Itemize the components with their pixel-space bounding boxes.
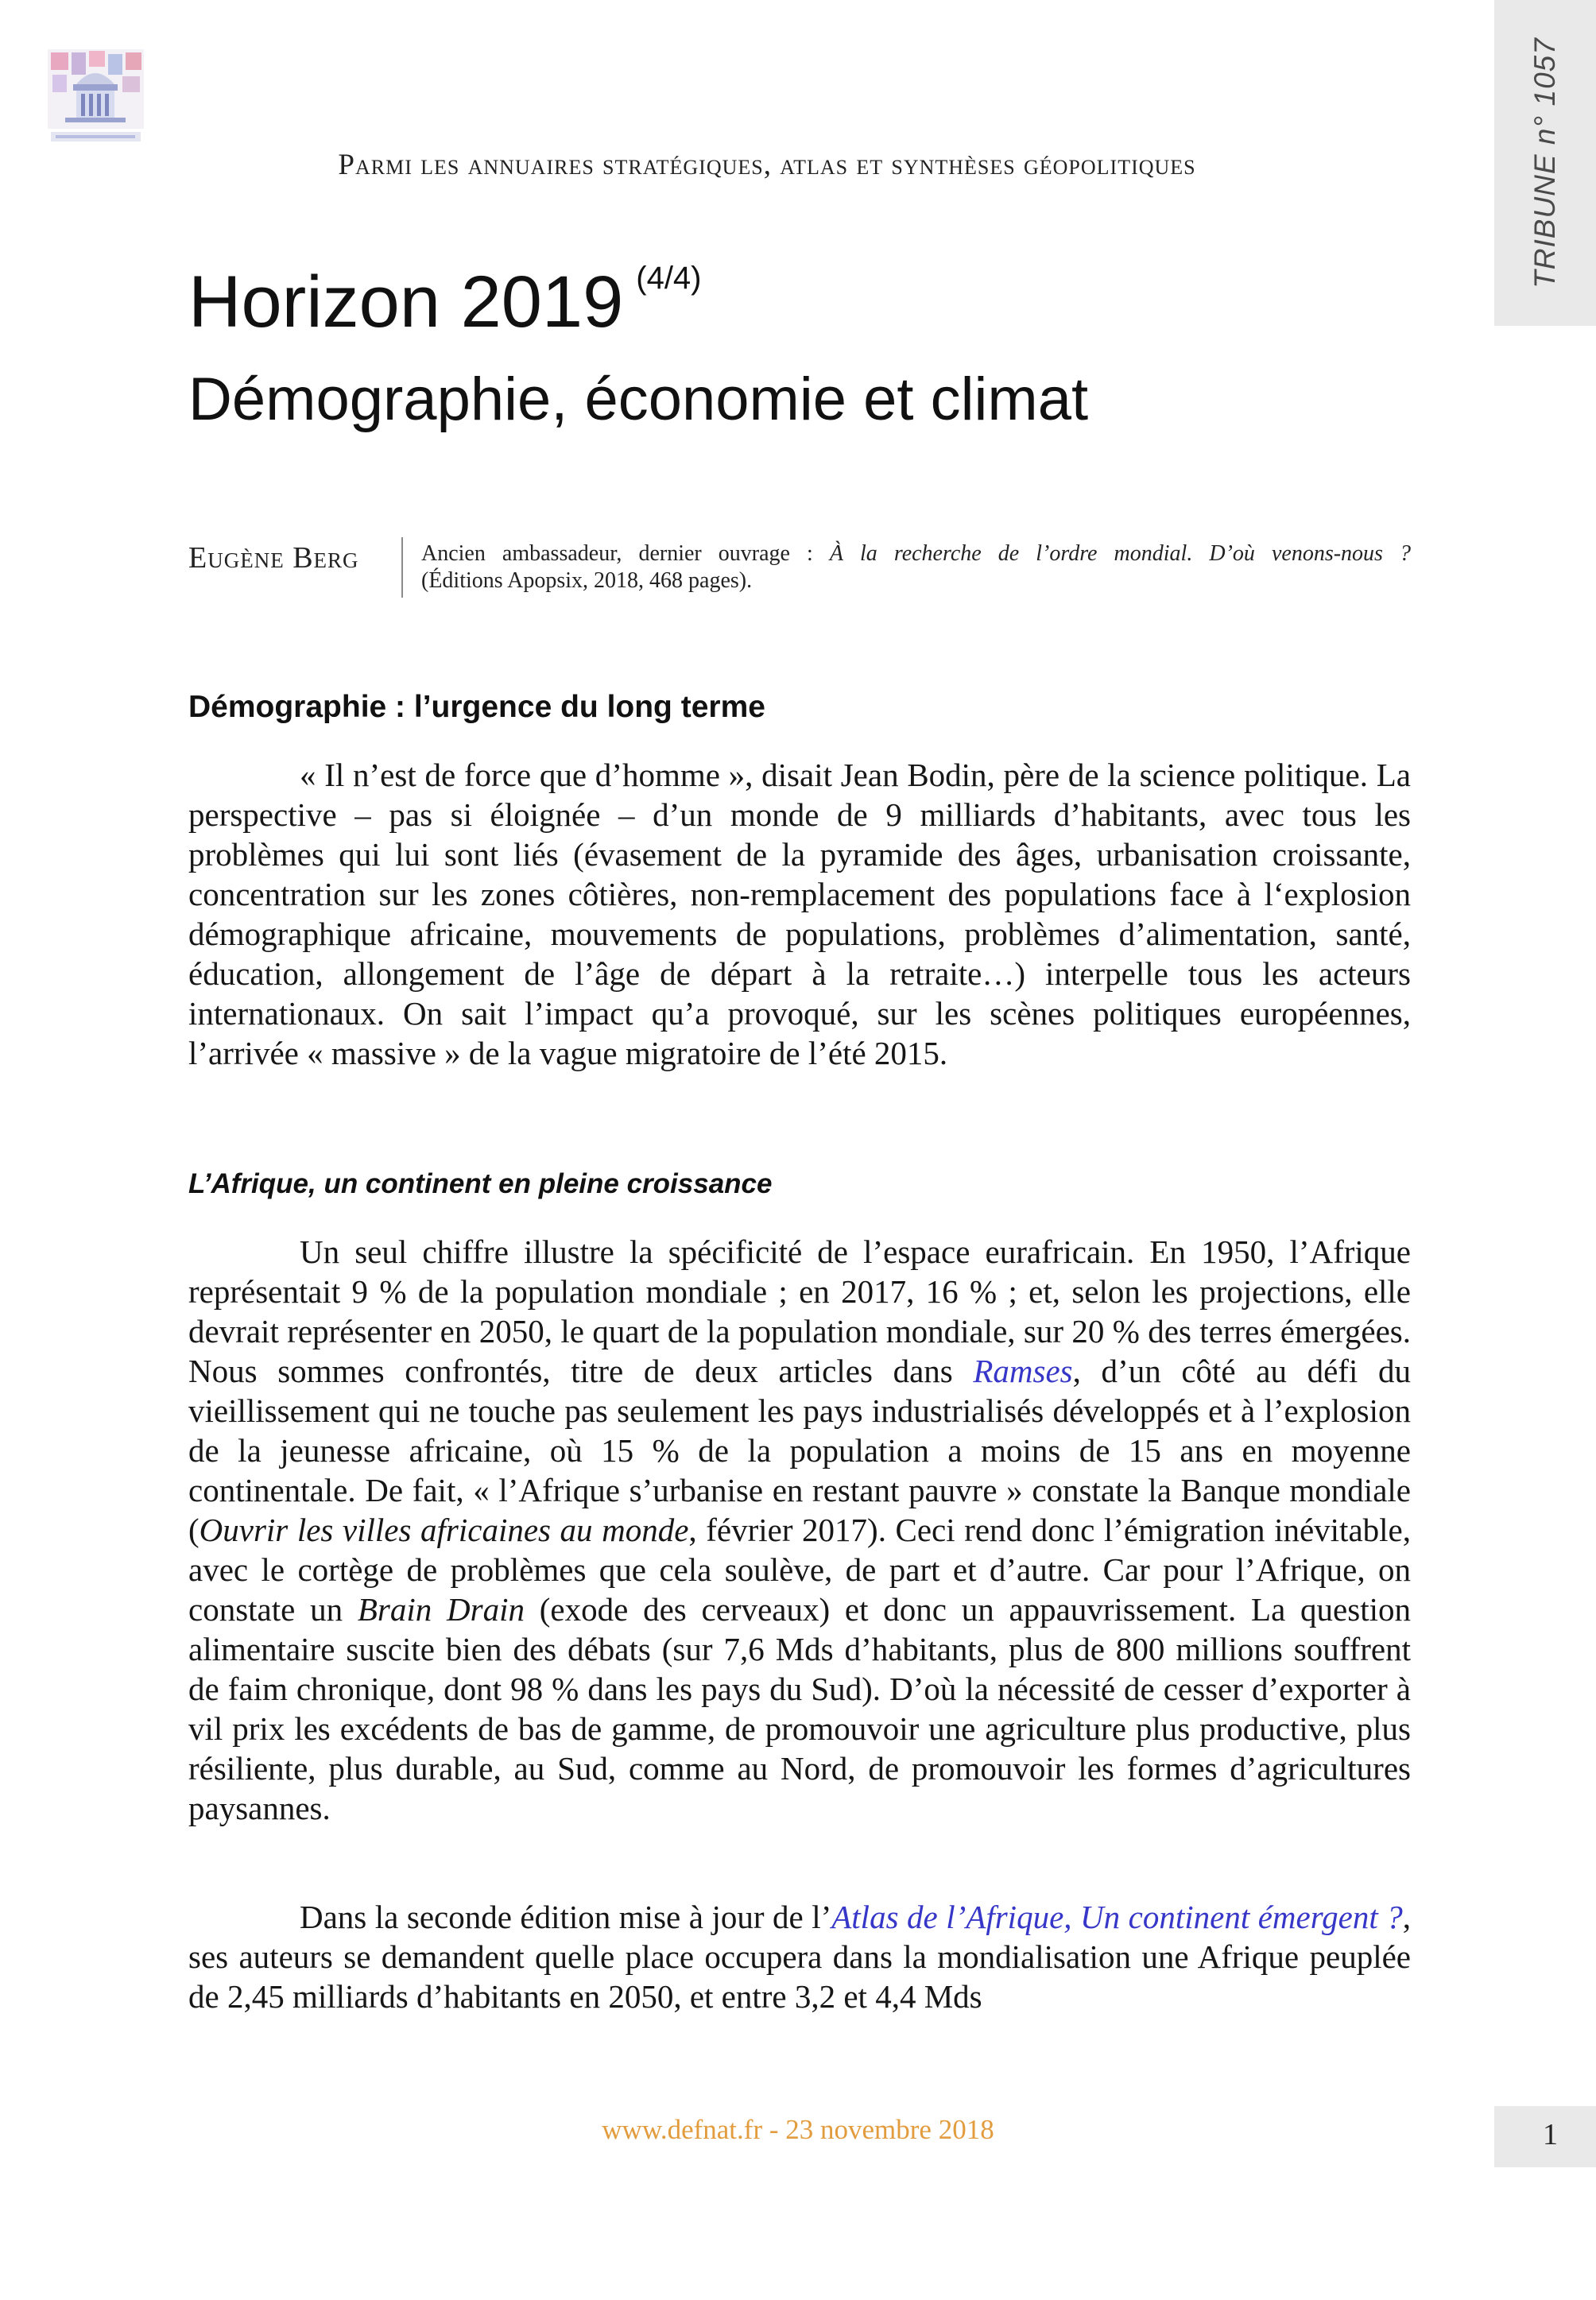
p3-text-b: , ses auteurs se demandent quelle place occupera dans la mondialisation une Afrique peuplée de 2,45 milliards d’habitants en 2050, et entre 3,2 et 4,4 Mds: [188, 1899, 1411, 2015]
publication-logo: [46, 46, 145, 148]
section-heading: Démographie : l’urgence du long terme: [188, 690, 765, 724]
bio-book-title: À la recherche de l’ordre mondial. D’où venons-nous ?: [829, 541, 1411, 566]
p2-text-b: , d’un côté au défi du vieillissement qui ne touche pas seulement les pays industrialisés développés et à l’explosion de la jeunesse africaine, où 15 % de la population a moins de 15 ans en moyenne continentale. De fait, « l’Afrique s’urbanise en restant pauvre » constate la Banque mondiale (: [188, 1353, 1411, 1548]
paragraph-1: « Il n’est de force que d’homme », disait Jean Bodin, père de la science politique. La perspective – pas si éloignée – d’un monde de 9 milliards d’habitants, avec tous les problèmes qui lui sont liés (évasement de la pyramide des âges, urbanisation croissante, concentration sur les zones côtières, non-remplacement des populations face à l‘explosion démographique africaine, mouvements de populations, problèmes d’alimentation, santé, éducation, allongement de l’âge de départ à la retraite…) interpelle tous les acteurs internationaux. On sait l’impact qu’a provoqué, sur les scènes politiques européennes, l’arrivée « massive » de la vague migratoire de l’été 2015.: [188, 757, 1411, 1071]
paragraph-2: [188, 1232, 1411, 1828]
page-number: 1: [1543, 2118, 1558, 2151]
tribune-label: TRIBUNE n° 1057: [1528, 37, 1561, 288]
p2-term: Brain Drain: [357, 1591, 525, 1628]
subsection-heading: L’Afrique, un continent en pleine croissance: [188, 1168, 773, 1199]
atlas-link[interactable]: Atlas de l’Afrique, Un continent émergent ?: [831, 1899, 1403, 1935]
title-text: Horizon 2019: [188, 261, 624, 343]
bio-publisher: (Éditions Apopsix, 2018, 468 pages).: [421, 568, 753, 593]
series-header: Parmi les annuaires stratégiques, atlas et synthèses géopolitiques: [338, 149, 1196, 181]
bio-text: Ancien ambassadeur, dernier ouvrage :: [421, 541, 830, 566]
p3-text-a: Dans la seconde édition mise à jour de l’: [300, 1899, 832, 1935]
page-number-tab: [1494, 2106, 1596, 2167]
page-title: [188, 261, 702, 343]
ramses-link[interactable]: Ramses: [973, 1353, 1073, 1389]
p2-text-d: (exode des cerveaux) et donc un appauvrissement. La question alimentaire suscite bien des débats (sur 7,6 Mds d’habitants, plus de 800 millions souffrent de faim chronique, dont 98 % dans les pays du Sud). D’où la nécessité de cesser d’exporter à vil prix les excédents de bas de gamme, de promouvoir une agriculture plus productive, plus résiliente, plus durable, au Sud, comme au Nord, de promouvoir les formes d’agricultures paysannes.: [188, 1591, 1411, 1826]
author-bio: [421, 540, 1411, 594]
tribune-tab: [1494, 0, 1596, 326]
author-divider: [401, 537, 403, 598]
paragraph-3: [188, 1897, 1411, 2016]
author-name: Eugène Berg: [188, 541, 359, 575]
footer: www.defnat.fr - 23 novembre 2018: [602, 2114, 994, 2145]
p2-citation: Ouvrir les villes africaines au monde: [199, 1512, 689, 1548]
title-part: (4/4): [636, 261, 702, 296]
page-subtitle: Démographie, économie et climat: [188, 366, 1089, 433]
p2-text-a: Un seul chiffre illustre la spécificité de l’espace eurafricain. En 1950, l’Afrique représentait 9 % de la population mondiale ; en 2017, 16 % ; et, selon les projections, elle devrait représenter en 2050, le quart de la population mondiale, sur 20 % des terres émergées. Nous sommes confrontés, titre de deux articles dans: [188, 1233, 1411, 1389]
p2-text-c: , février 2017). Ceci rend donc l’émigration inévitable, avec le cortège de problèmes que cela soulève, de part et d’autre. Car pour l’Afrique, on constate un: [188, 1512, 1411, 1628]
